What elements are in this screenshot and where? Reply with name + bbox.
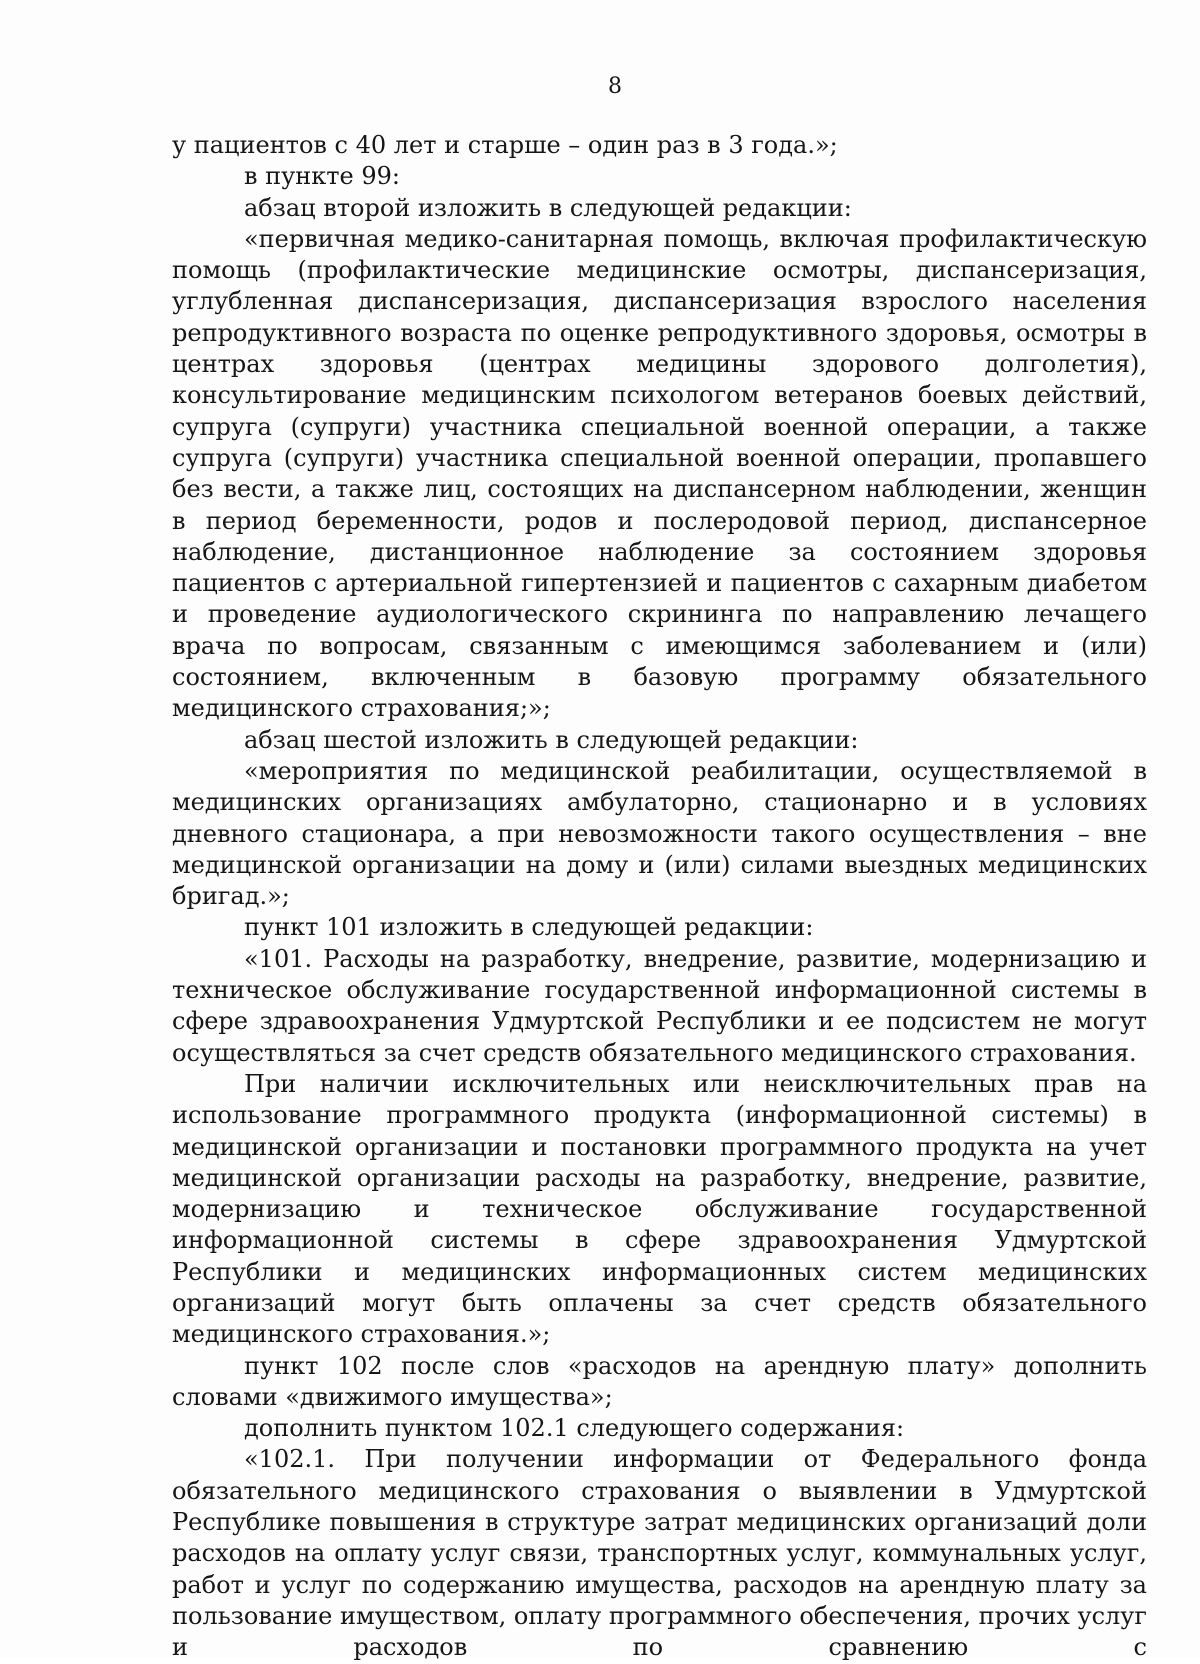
paragraph-5: абзац шестой изложить в следующей редакции: xyxy=(244,725,859,754)
paragraph-1: у пациентов с 40 лет и старше – один раз в 3 года.»; xyxy=(172,131,838,159)
document-body xyxy=(172,130,1147,1664)
paragraph-3: абзац второй изложить в следующей редакции: xyxy=(244,193,852,222)
paragraph-4: «первичная медико-санитарная помощь, включая профилактическую помощь (профилактические медицинские осмотры, диспансеризация, углубленная диспансеризация, диспансеризация взрослого населения репродуктивного возраста по оценке репродуктивного здоровья, осмотры в центрах здоровья (центрах медицины здорового долголетия), консультирование медицинским психологом ветеранов боевых действий, супруга (супруги) участника специальной военной операции, а также супруга (супруги) участника специальной военной операции, пропавшего без вести, а также лиц, состоящих на диспансерном наблюдении, женщин в период беременности, родов и послеродовой период, диспансерное наблюдение, дистанционное наблюдение за состоянием здоровья пациентов с артериальной гипертензией и пациентов с сахарным диабетом и проведение аудиологического скрининга по направлению лечащего врача по вопросам, связанным с имеющимся заболеванием и (или) состоянием, включенным в базовую программу обязательного медицинского страхования;»; xyxy=(172,224,1147,723)
paragraph-10: пункт 102 после слов «расходов на арендную плату» дополнить словами «движимого имущества»; xyxy=(172,1351,1147,1411)
paragraph-9: При наличии исключительных или неисключительных прав на использование программного продукта (информационной системы) в медицинской организации и постановки программного продукта на учет медицинской организации расходы на разработку, внедрение, развитие, модернизацию и техническое обслуживание государственной информационной системы в сфере здравоохранения Удмуртской Республики и медицинских информационных систем медицинских организаций могут быть оплачены за счет средств обязательного медицинского страхования.»; xyxy=(172,1069,1147,1349)
paragraph-7: пункт 101 изложить в следующей редакции: xyxy=(244,913,814,942)
paragraph-2: в пункте 99: xyxy=(244,162,400,191)
paragraph-12: «102.1. При получении информации от Федерального фонда обязательного медицинского страхования о выявлении в Удмуртской Республике повышения в структуре затрат медицинских организаций доли расходов на оплату услуг связи, транспортных услуг, коммунальных услуг, работ и услуг по содержанию имущества, расходов на арендную плату за пользование имуществом, оплату программного обеспечения, прочих услуг и расходов по сравнению с xyxy=(172,1445,1147,1662)
page-number: 8 xyxy=(608,74,622,99)
paragraph-6: «мероприятия по медицинской реабилитации, осуществляемой в медицинских организациях амбулаторно, стационарно и в условиях дневного стационара, а при невозможности такого осуществления – вне медицинской организации на дому и (или) силами выездных медицинских бригад.»; xyxy=(172,756,1147,911)
paragraph-11: дополнить пунктом 102.1 следующего содержания: xyxy=(244,1414,905,1443)
paragraph-8: «101. Расходы на разработку, внедрение, развитие, модернизацию и техническое обслуживание государственной информационной системы в сфере здравоохранения Удмуртской Республики и ее подсистем не могут осуществляться за счет средств обязательного медицинского страхования. xyxy=(172,944,1147,1067)
